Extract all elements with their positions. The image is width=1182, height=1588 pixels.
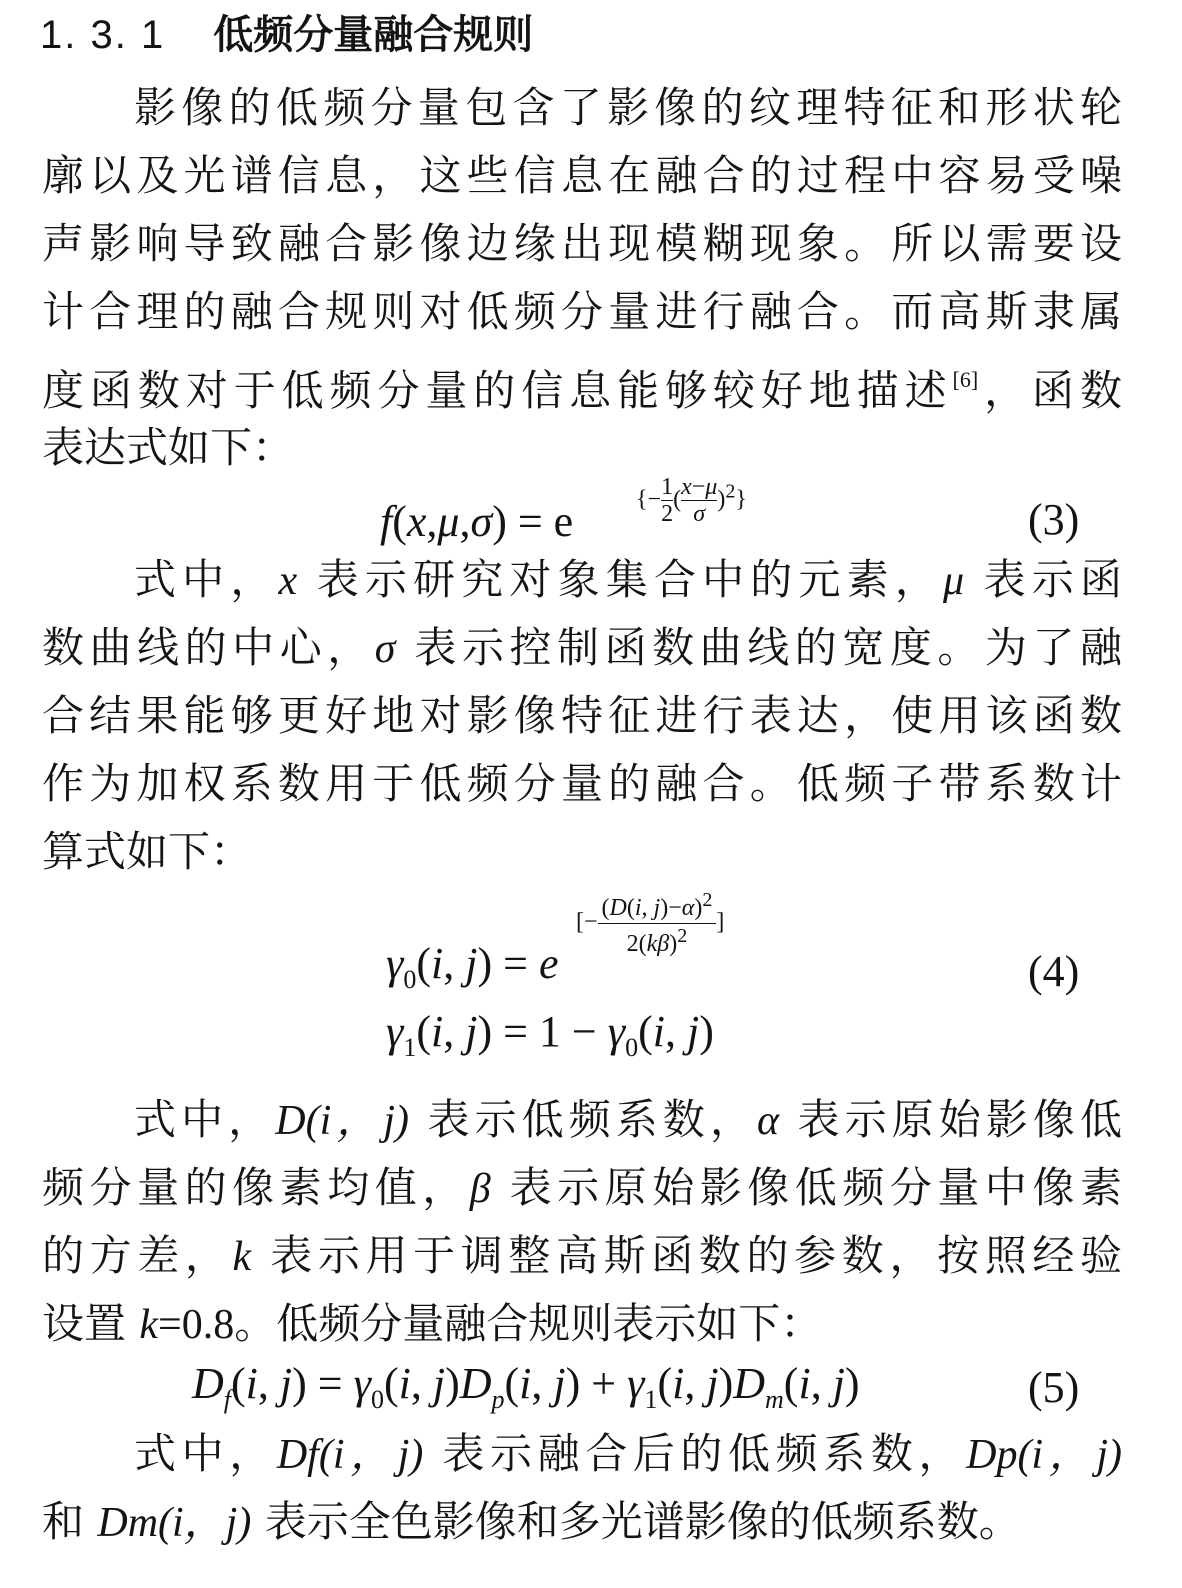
citation-ref: [6] — [952, 367, 979, 392]
text-line: 式中，D(i，j) 表示低频系数，α 表示原始影像低 — [134, 1095, 1122, 1144]
equation-5: $D_f(i$, $j) = \gamma_0(i$, $j)D_p(i$, $j) + \gamma_1(i$, $j)D_m(i$, j) — [192, 1359, 860, 1414]
text-line: 合结果能够更好地对影像特征进行表达，使用该函数 — [42, 691, 1122, 740]
text-line: 作为加权系数用于低频分量的融合。低频子带系数计 — [42, 759, 1122, 808]
text-line: 算式如下： — [42, 827, 253, 876]
text-line: 廓以及光谱信息，这些信息在融合的过程中容易受噪 — [42, 151, 1122, 200]
text-line: 表达式如下： — [42, 423, 295, 472]
paragraph-coefficients — [42, 1086, 1122, 1358]
text-line: 设置 k=0.8。低频分量融合规则表示如下： — [42, 1299, 823, 1348]
equation-5-number: (5) — [1028, 1363, 1080, 1412]
equation-3-exponent: {− $\frac{1}{2}$ ( $\frac{x-\mu}{\sigma}$ )$^2$} — [636, 474, 747, 528]
text-line: 影像的低频分量包含了影像的纹理特征和形状轮 — [134, 83, 1122, 132]
equation-4-line-1: $\gamma_0(i$, j) = e — [386, 939, 559, 994]
section-number: 1. 3. 1 — [40, 13, 166, 57]
text-line: 的方差，k 表示用于调整高斯函数的参数，按照经验 — [42, 1231, 1122, 1280]
text-line: 计合理的融合规则对低频分量进行融合。而高斯隶属 — [42, 287, 1122, 336]
text-line: 度函数对于低频分量的信息能够较好地描述[6]，函数 — [42, 366, 1122, 414]
paragraph-gaussian-explain — [42, 546, 1122, 886]
text-line: 声影响导致融合影像边缘出现模糊现象。所以需要设 — [42, 219, 1122, 268]
paragraph-intro — [42, 74, 1122, 482]
paragraph-fusion-output — [42, 1420, 1122, 1556]
equation-4-exponent: [− $\frac{(D(i, j)-\alpha)^2}{2(k\beta)^2}$ ] — [576, 889, 725, 957]
text-line: 数曲线的中心，σ 表示控制函数曲线的宽度。为了融 — [42, 623, 1122, 672]
section-heading — [40, 6, 533, 64]
equation-4-number: (4) — [1028, 947, 1080, 996]
text-line: 式中，x 表示研究对象集合中的元素，μ 表示函 — [134, 555, 1122, 604]
text-line: 式中，Df(i，j) 表示融合后的低频系数，Dp(i，j) — [134, 1429, 1122, 1478]
equation-3-number: (3) — [1028, 495, 1080, 544]
text-line: 和 Dm(i，j) 表示全色影像和多光谱影像的低频系数。 — [42, 1497, 1021, 1546]
text-line: 频分量的像素均值，β 表示原始影像低频分量中像素 — [42, 1163, 1122, 1212]
equation-4-line-2: $\gamma_1(i$, $j) = 1 - \gamma_0(i$, j) — [386, 1007, 714, 1062]
section-title: 低频分量融合规则 — [213, 12, 534, 58]
equation-3: f(x,μ,σ) = e — [380, 497, 574, 546]
